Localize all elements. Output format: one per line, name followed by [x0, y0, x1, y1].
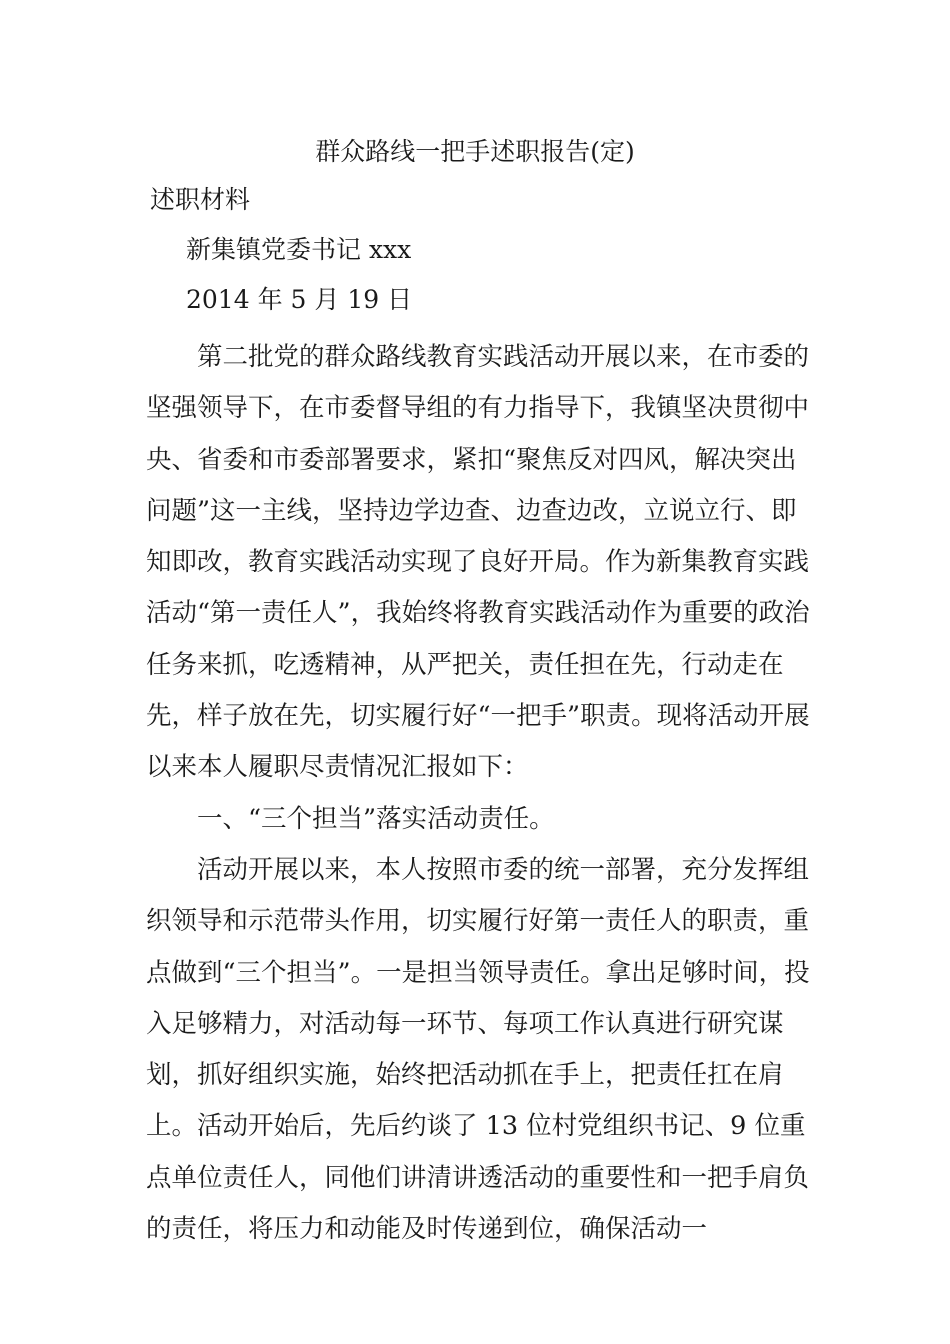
date-line: 2014 年 5 月 19 日 [186, 285, 413, 314]
document-label: 述职材料 [150, 185, 251, 214]
section-heading: 一、“三个担当”落实活动责任。 [197, 803, 555, 834]
document-title: 群众路线一把手述职报告(定) [315, 137, 635, 166]
author-line: 新集镇党委书记 xxx [186, 235, 412, 264]
paragraph: 活动开展以来，本人按照市委的统一部署，充分发挥组织领导和示范带头作用，切实履行好第一责任人的职责，重点做到“三个担当”。一是担当领导责任。拿出足够时间，投入足够精力，对活动每一环节、每项工作认真进行研究谋划，抓好组织实施，始终把活动抓在手上，把责任扛在肩上。活动开始后，先后约谈了 13 位村党组织书记、9 位重点单位责任人，同他们讲清讲透活动的重要性和一把手肩负的责任，将压力和动能及时传递到位，确保活动一 [146, 854, 810, 1245]
paragraph: 第二批党的群众路线教育实践活动开展以来，在市委的坚强领导下，在市委督导组的有力指导下，我镇坚决贯彻中央、省委和市委部署要求，紧扣“聚焦反对四风，解决突出问题”这一主线，坚持边学边查、边查边改，立说立行、即知即改，教育实践活动实现了良好开局。作为新集教育实践活动“第一责任人”，我始终将教育实践活动作为重要的政治任务来抓，吃透精神，从严把关，责任担在先，行动走在先，样子放在先，切实履行好“一把手”职责。现将活动开展以来本人履职尽责情况汇报如下： [146, 342, 810, 783]
document-body [146, 332, 810, 1255]
